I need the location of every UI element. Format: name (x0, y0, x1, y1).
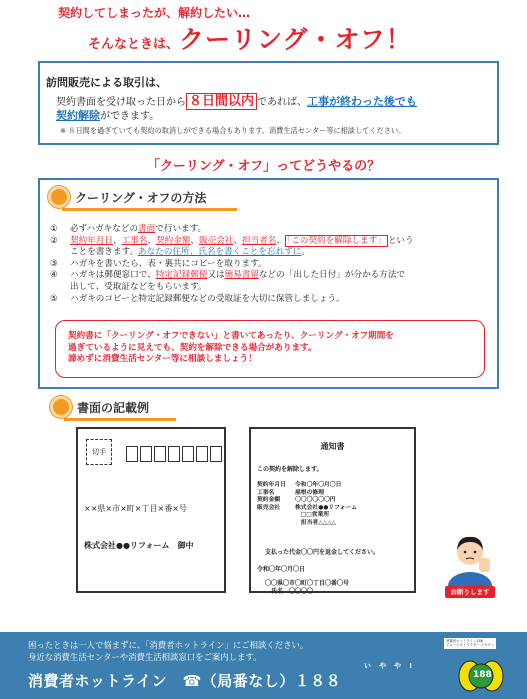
footer-line1: 困ったときは一人で悩まずに、「消費者ホットライン」にご相談ください。 (28, 640, 309, 650)
postal-digit-box (182, 446, 194, 462)
warning-box (55, 320, 485, 378)
step-number: ⑤ (50, 293, 58, 304)
postal-digit-box (140, 446, 152, 462)
title-underline (64, 418, 176, 421)
notice-key (257, 520, 295, 528)
header-title-prefix: そんなときは、 (88, 37, 180, 52)
method-step-3 (50, 259, 490, 271)
method-title-label: クーリング・オフの方法 (75, 190, 207, 205)
step-number: ④ (50, 270, 58, 281)
visit-text: 契約書面を受け取った日から (56, 97, 186, 108)
notice-row (257, 482, 357, 490)
step-text: 、 (147, 235, 156, 246)
mascot-caption-line: 消費者ホットライン188 (446, 639, 483, 643)
visit-sales-line3 (56, 107, 159, 123)
visit-text: ができます。 (100, 111, 160, 122)
mascot-number: 188 (473, 670, 492, 680)
notice-refund: 支払った代金〇〇円を返金してください。 (265, 549, 380, 556)
step-text: 又は (207, 270, 225, 281)
sample-section-title (50, 396, 149, 418)
header-title-main: クーリング・オフ！ (179, 25, 412, 54)
visit-sales-note: ※ ８日間を過ぎていても契約の取消しができる場合もあります。消費生活センター等に相談してください。 (60, 126, 406, 135)
postal-digit-box (210, 446, 222, 462)
notice-row (257, 512, 357, 520)
step-red-text: 書面 (138, 224, 156, 234)
notice-name-label: 氏名 (271, 588, 284, 595)
notice-value: 令和〇年〇月〇日 (295, 482, 342, 488)
postal-digit-box (196, 446, 208, 462)
step-text: ことを書きます。 (70, 247, 139, 258)
notice-row (257, 497, 357, 505)
eight-days-highlight: ８日間以内 (186, 93, 257, 110)
stamp-box: 切手 (86, 439, 112, 465)
step-text: 出して、受取証などをもらいます。 (70, 281, 207, 292)
notice-address: 〇〇県〇市〇町〇丁目〇番〇号 (265, 580, 350, 587)
postcard-address: ××県×市×町×丁目×番×号 (84, 504, 187, 513)
notice-value: 〇〇〇〇〇〇円 (295, 497, 336, 504)
hotline-label: 消費者ホットライン (28, 672, 168, 690)
step-text: 、 (112, 235, 122, 246)
step-number: ① (50, 224, 58, 234)
step-red-text: 担当者名 (242, 235, 277, 246)
postcard-company: 株式会社●●リフォーム 御中 (84, 541, 194, 550)
question-heading: 「クーリング・オフ」ってどうやるの？ (146, 159, 381, 174)
postal-digit-box (126, 446, 138, 462)
phone-ruby: いやや! (364, 662, 421, 670)
step-text: などの「出した日付」が分かる方法で (258, 270, 406, 281)
step-blue-text: あなたの住所、氏名を書くことを忘れずに (138, 247, 302, 258)
step-text: 。 (301, 247, 310, 258)
method-step-1 (50, 224, 490, 236)
step-number: ③ (50, 258, 58, 269)
step-text: 必ずハガキなどの (70, 224, 139, 234)
warning-line: 諦めずに消費生活センター等に相談しましょう！ (68, 354, 257, 365)
step-red-text: 工事名 (121, 235, 148, 246)
sample-title-label: 書面の記載例 (77, 400, 150, 415)
notice-key (257, 512, 295, 520)
notice-key: 販売会社 (257, 504, 281, 511)
step-red-text: 契約金額 (156, 235, 191, 246)
warning-line: 過ぎているように見えても、契約を解除できる場合があります。 (68, 342, 317, 353)
contract-cancel-text: 契約解除 (56, 109, 100, 122)
method-step-4 (50, 270, 490, 293)
hotline-number (28, 670, 341, 691)
step-red-text: 簡易書留 (224, 270, 259, 281)
notice-intro: この契約を解除します。 (257, 466, 323, 473)
mascot-icon (436, 636, 516, 696)
footer-line2: 身近な消費生活センターや消費生活相談窓口をご案内します。 (28, 652, 262, 662)
method-step-5 (50, 294, 490, 306)
visit-sales-title: 訪問販売による取引は、 (46, 76, 167, 89)
postcard-front (76, 427, 226, 593)
step-text: で行います。 (155, 224, 207, 234)
notice-value: 担当者△△△△ (295, 519, 337, 526)
notice-key: 契約金額 (257, 497, 281, 504)
cooling-off-method-box (38, 178, 499, 389)
method-steps (50, 224, 490, 305)
header-subtitle: 契約してしまったが、解約したい… (58, 6, 251, 20)
mascot-caption-line: イメージキャラクター イヤヤン (446, 643, 495, 648)
mascot (436, 636, 516, 696)
notice-value: 屋根の修理 (295, 489, 324, 496)
postal-digit-box (154, 446, 166, 462)
step-text: 、 (276, 235, 285, 246)
step-red-text: 契約年月日 (70, 235, 113, 246)
method-section-title (48, 186, 206, 208)
notice-date: 令和〇年〇月〇日 (257, 566, 306, 573)
after-construction-text: 工事が終わった後でも (307, 95, 417, 108)
hotline-phone: ☎（局番なし）１８８ (182, 672, 342, 690)
step-text: 、 (233, 235, 242, 246)
notice-name-value: 〇〇〇〇 (289, 588, 314, 595)
step-number: ② (50, 235, 58, 246)
step-text: 、 (190, 235, 199, 246)
refusing-person-figure (441, 528, 499, 598)
notice-value: 株式会社●●リフォーム (295, 504, 357, 511)
person-refusing-icon (441, 528, 499, 588)
notice-key: 契約年月日 (257, 482, 286, 488)
orange-circle-icon (50, 396, 72, 418)
step-boxed-text: 「この契約を解除します」 (287, 235, 386, 246)
title-underline (62, 208, 237, 211)
visit-text: であれば、 (257, 97, 308, 108)
step-red-text: 販売会社 (199, 235, 234, 246)
notice-details (257, 482, 357, 528)
orange-circle-icon (48, 186, 70, 208)
postal-code-boxes (126, 446, 222, 462)
warning-line: 契約書に「クーリング・オフできない」と書いてあったり、クーリング・オフ期間を (68, 331, 394, 341)
notice-document (249, 427, 416, 593)
notice-title: 通知書 (320, 442, 345, 451)
notice-name (271, 586, 313, 595)
step-text: ハガキを書いたら、表・裏共にコピーを取ります。 (70, 258, 267, 269)
refuse-label: お断りします (445, 586, 495, 598)
step-text: ハガキは郵便窓口で、 (70, 270, 156, 281)
notice-row (257, 520, 357, 528)
step-text: ハガキのコピーと特定記録郵便などの受取証を大切に保管しましょう。 (70, 293, 345, 304)
step-text: という (387, 235, 414, 246)
footer-hotline (0, 632, 527, 699)
notice-key: 工事名 (257, 489, 275, 496)
postal-digit-box (168, 446, 180, 462)
method-step-2 (50, 236, 490, 259)
header-title (88, 20, 412, 56)
visit-sales-box (38, 61, 499, 145)
notice-value: □□営業所 (295, 512, 330, 519)
step-red-text: 特定記録郵便 (155, 270, 208, 281)
